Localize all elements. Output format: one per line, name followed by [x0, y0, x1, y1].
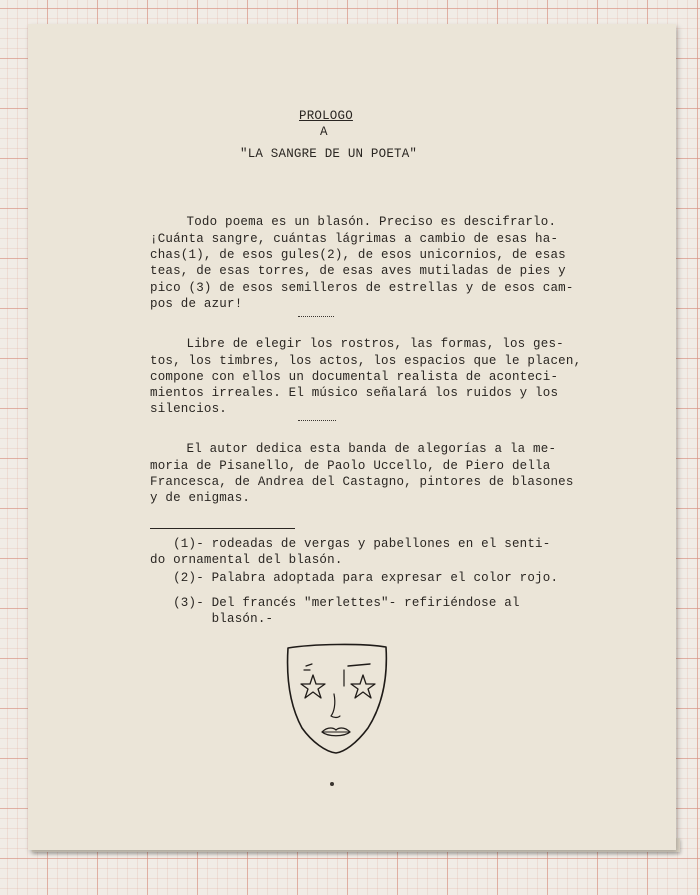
paragraph-2-line-1: Libre de elegir los rostros, las formas, los ges- [148, 337, 564, 351]
ink-dot [330, 782, 334, 786]
paragraph-1-line-1: Todo poema es un blasón. Preciso es descifrarlo. [148, 215, 557, 229]
paragraph-1-line-3: chas(1), de esos gules(2), de esos unicornios, de esas [150, 248, 566, 262]
paragraph-3-line-1: El autor dedica esta banda de alegorías a la me- [148, 442, 557, 456]
paragraph-1-line-4: teas, de esas torres, de esas aves mutiladas de pies y [150, 264, 566, 278]
footnote-rule [150, 528, 295, 529]
paragraph-2-line-4: mientos irreales. El músico señalará los ruidos y los [150, 386, 559, 400]
paragraph-1-line-5: pico (3) de esos semilleros de estrellas y de esos cam- [150, 281, 574, 295]
title-work: "LA SANGRE DE UN POETA" [240, 147, 418, 161]
paragraph-2-line-2: tos, los timbres, los actos, los espacios que le placen, [150, 354, 582, 368]
paragraph-2-line-3: compone con ellos un documental realista de aconteci- [150, 370, 559, 384]
face-drawing-icon [282, 640, 392, 760]
paragraph-1-line-6: pos de azur! [150, 297, 243, 311]
section-divider-2 [298, 420, 336, 422]
footnote-3-line-2: blasón.- [150, 612, 274, 626]
paragraph-3-line-2: moria de Pisanello, de Paolo Uccello, de Piero della [150, 459, 551, 473]
footnote-1-line-1: (1)- rodeadas de vergas y pabellones en el senti- [150, 537, 551, 551]
paragraph-1-line-2: ¡Cuánta sangre, cuántas lágrimas a cambio de esas ha- [150, 232, 559, 246]
title-a: A [320, 125, 328, 139]
section-divider-1 [298, 316, 334, 318]
paragraph-3-line-4: y de enigmas. [150, 491, 251, 505]
footnote-2: (2)- Palabra adoptada para expresar el color rojo. [150, 571, 559, 585]
title-prologo: PROLOGO [299, 109, 353, 123]
footnote-1-line-2: do ornamental del blasón. [150, 553, 343, 567]
footnote-3-line-1: (3)- Del francés "merlettes"- refiriéndose al [150, 596, 520, 610]
paragraph-2-line-5: silencios. [150, 402, 228, 416]
paragraph-3-line-3: Francesca, de Andrea del Castagno, pintores de blasones [150, 475, 574, 489]
